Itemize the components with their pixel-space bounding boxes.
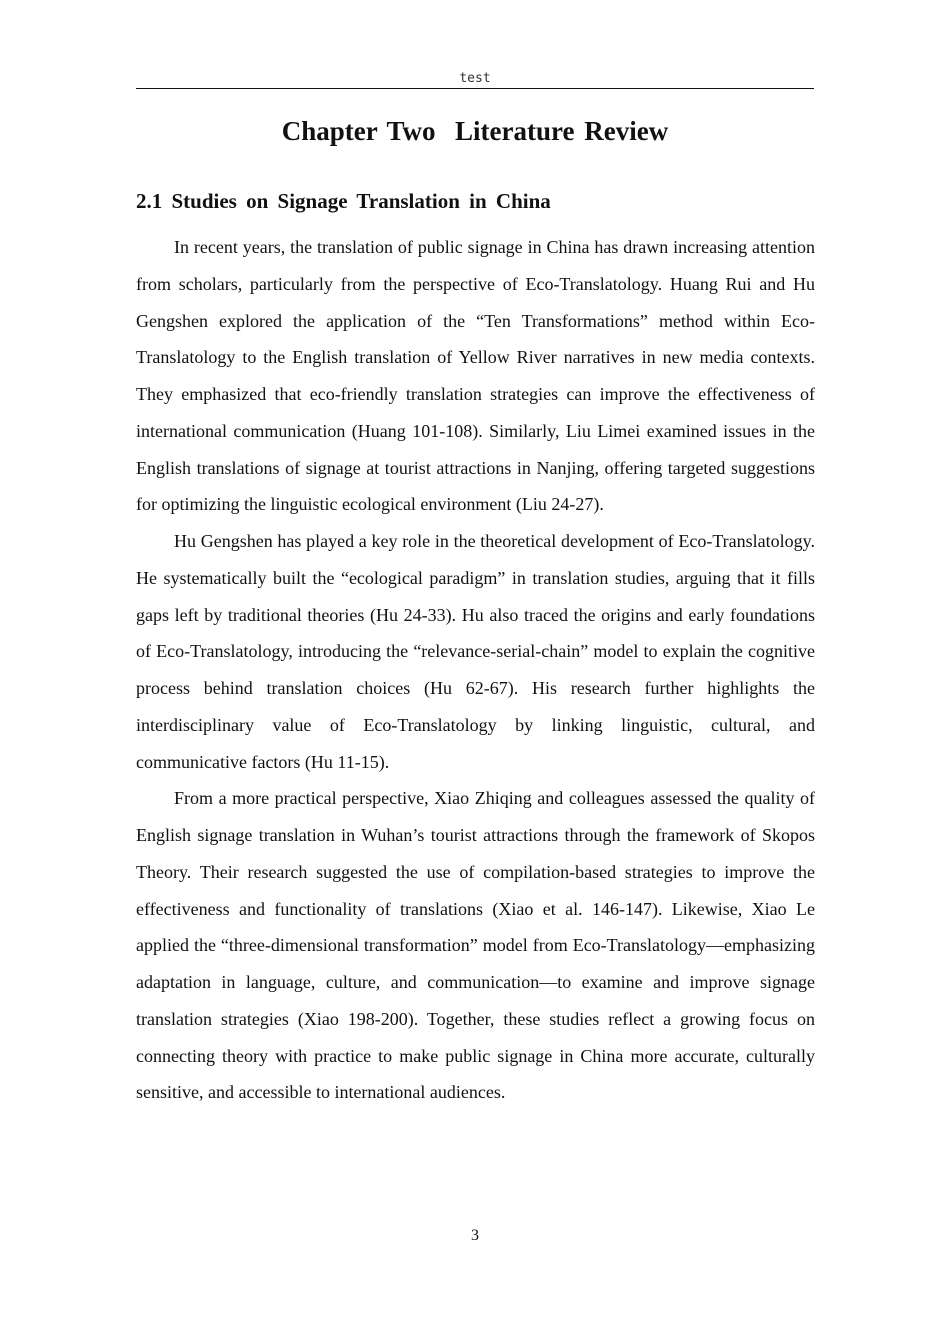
body-text (136, 229, 815, 1111)
header-rule (136, 88, 814, 89)
page-number: 3 (471, 1227, 479, 1244)
paragraph-2: Hu Gengshen has played a key role in the theoretical development of Eco-Translatology. He systematically built the “ecological paradigm” in translation studies, arguing that it fills gaps left by traditional theories (Hu 24-33). Hu also traced the origins and early foundations of Eco-Translatology, introducing the “relevance-serial-chain” model to explain the cognitive process behind translation choices (Hu 62-67). His research further highlights the interdisciplinary value of Eco-Translatology by linking linguistic, cultural, and communicative factors (Hu 11-15). (136, 531, 815, 772)
running-header: test (459, 71, 491, 86)
paragraph-3: From a more practical perspective, Xiao Zhiqing and colleagues assessed the quality of English signage translation in Wuhan’s tourist attractions through the framework of Skopos Theory. Their research suggested the use of compilation-based strategies to improve the effectiveness and functionality of translations (Xiao et al. 146-147). Likewise, Xiao Le applied the “three-dimensional transformation” model from Eco-Translatology—emphasizing adaptation in language, culture, and communication—to examine and improve signage translation strategies (Xiao 198-200). Together, these studies reflect a growing focus on connecting theory with practice to make public signage in China more accurate, culturally sensitive, and accessible to international audiences. (136, 788, 815, 1103)
paragraph-1: In recent years, the translation of public signage in China has drawn increasing attention from scholars, particularly from the perspective of Eco-Translatology. Huang Rui and Hu Gengshen explored the application of the “Ten Transformations” method within Eco-Translatology to the English translation of Yellow River narratives in new media contexts. They emphasized that eco-friendly translation strategies can improve the effectiveness of international communication (Huang 101-108). Similarly, Liu Limei examined issues in the English translations of signage at tourist attractions in Nanjing, offering targeted suggestions for optimizing the linguistic ecological environment (Liu 24-27). (136, 237, 815, 515)
section-heading: 2.1 Studies on Signage Translation in China (136, 189, 551, 213)
chapter-title: Chapter Two Literature Review (281, 116, 669, 146)
